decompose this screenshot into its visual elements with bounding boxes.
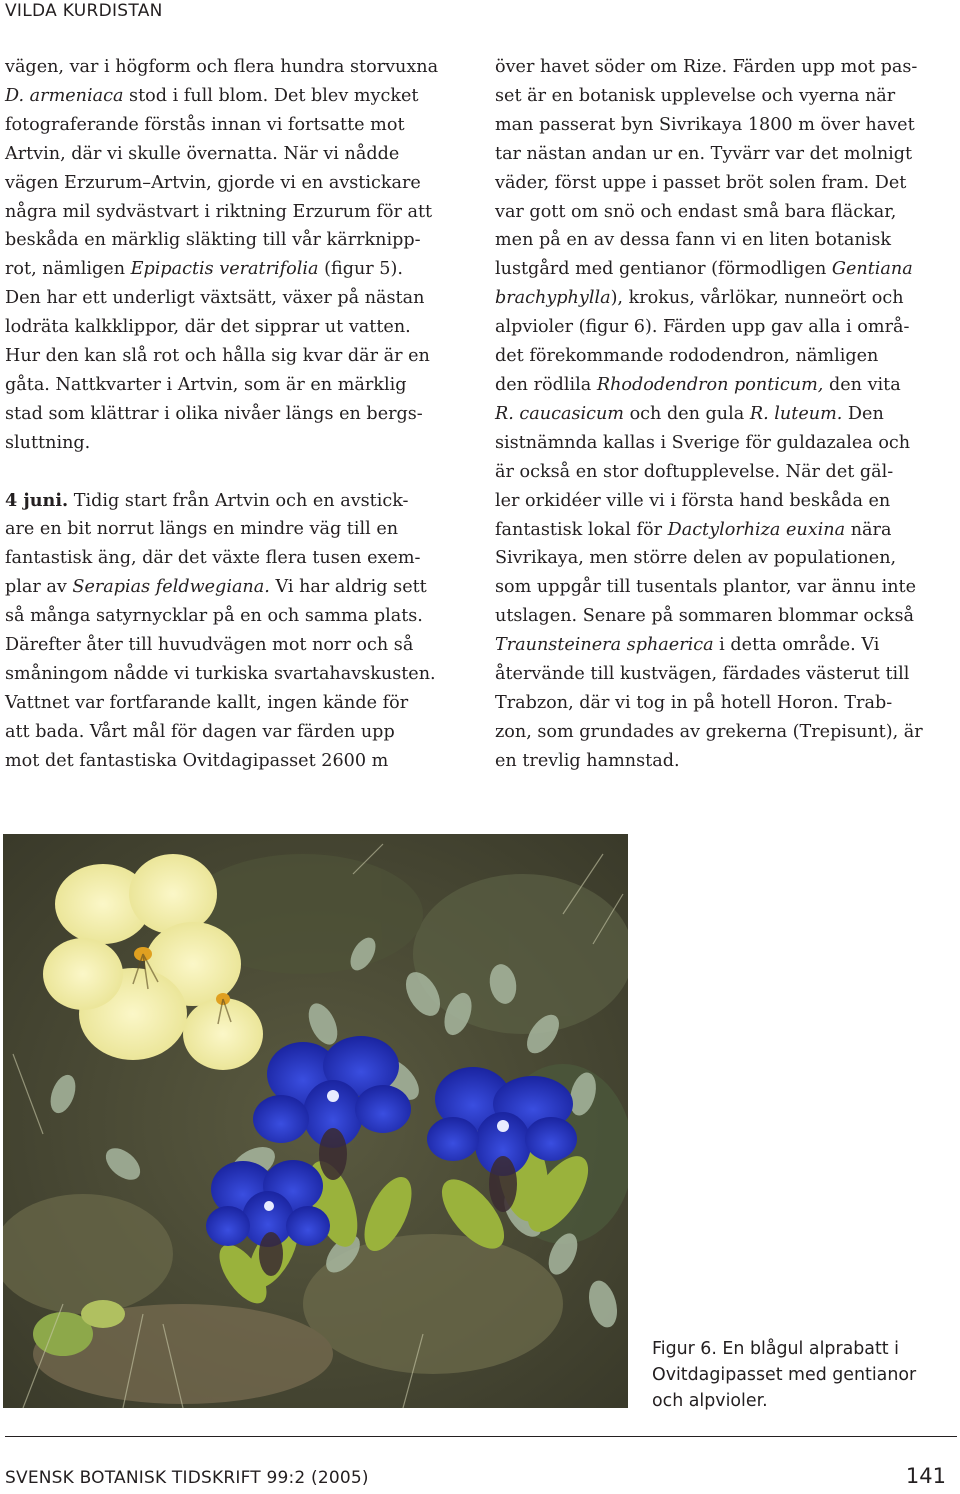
text-line: över havet söder om Rize. Färden upp mot pas- <box>495 57 918 77</box>
text-line: brachyphylla), krokus, vårlökar, nunneört och <box>495 288 904 309</box>
text-line: stad som klättrar i olika nivåer längs en bergs- <box>5 403 423 424</box>
text-line: några mil sydvästvart i riktning Erzurum för att <box>5 201 433 222</box>
text-line: Artvin, där vi skulle övernatta. När vi nådde <box>5 143 400 164</box>
paragraph-2 <box>5 487 475 776</box>
text-line: sluttning. <box>5 432 91 453</box>
text-line: rot, nämligen Epipactis veratrifolia (figur 5). <box>5 259 403 280</box>
date-heading: 4 juni. <box>5 489 69 511</box>
text-line: man passerat byn Sivrikaya 1800 m över havet <box>495 114 915 135</box>
text-line: lustgård med gentianor (förmodligen Gentiana <box>495 259 913 280</box>
text-line: tar nästan andan ur en. Tyvärr var det molnigt <box>495 143 913 164</box>
species-name: R. caucasicum <box>495 403 624 424</box>
running-head: VILDA KURDISTAN <box>5 1 163 21</box>
text-line: set är en botanisk upplevelse och vyerna när <box>495 85 896 106</box>
text-line: lodräta kalkklippor, där det sipprar ut vatten. <box>5 317 411 338</box>
text-line: vägen Erzurum–Artvin, gjorde vi en avstickare <box>5 172 421 193</box>
page-number: 141 <box>905 1464 946 1488</box>
text-line: att bada. Vårt mål för dagen var färden upp <box>5 721 395 742</box>
text-line: men på en av dessa fann vi en liten botanisk <box>495 230 892 251</box>
text-line: väder, först uppe i passet bröt solen fram. Det <box>495 172 907 193</box>
paragraph-1 <box>5 53 475 458</box>
caption-line: Ovitdagipasset med gentianor <box>652 1365 917 1386</box>
text-line: är också en stor doftupplevelse. När det gäl- <box>495 461 894 482</box>
text-line: fantastisk lokal för Dactylorhiza euxina nära <box>495 519 892 540</box>
species-name: Serapias feldwegiana. <box>72 577 270 598</box>
left-column <box>5 53 475 776</box>
text-line: så många satyrnycklar på en och samma plats. <box>5 606 423 627</box>
journal-footer: SVENSK BOTANISK TIDSKRIFT 99:2 (2005) <box>5 1468 369 1488</box>
text-line: Vattnet var fortfarande kallt, ingen kände för <box>5 692 409 713</box>
species-name: Dactylorhiza euxina <box>667 519 846 540</box>
flower-photo-illustration <box>3 834 628 1408</box>
text-line: Sivrikaya, men större delen av populationen, <box>495 548 897 569</box>
text-line: det förekommande rododendron, nämligen <box>495 346 879 367</box>
text-line: vägen, var i högform och flera hundra storvuxna <box>5 57 439 77</box>
species-name: Epipactis veratrifolia <box>130 259 319 280</box>
caption-line: Figur 6. En blågul alprabatt i <box>652 1339 899 1359</box>
text-line: D. armeniaca stod i full blom. Det blev mycket <box>5 85 419 106</box>
text-line: Trabzon, där vi tog in på hotell Horon. Trab- <box>495 692 893 713</box>
text-line: 4 juni. Tidig start från Artvin och en avstick- <box>5 489 409 511</box>
footer-rule <box>5 1436 957 1437</box>
text-line: den rödlila Rhododendron ponticum, den vita <box>495 374 901 395</box>
caption-line: och alpvioler. <box>652 1391 768 1412</box>
species-name: brachyphylla <box>495 288 611 309</box>
text-line: beskåda en märklig släkting till vår kärrknipp- <box>5 230 421 251</box>
text-line: återvände till kustvägen, färdades västerut till <box>495 664 910 685</box>
text-line: sistnämnda kallas i Sverige för guldazalea och <box>495 432 911 453</box>
text-line: ler orkidéer ville vi i första hand beskåda en <box>495 490 891 511</box>
text-line: are en bit norrut längs en mindre väg till en <box>5 519 399 540</box>
text-line: alpvioler (figur 6). Färden upp gav alla i områ- <box>495 317 910 338</box>
text-line: R. caucasicum och den gula R. luteum. Den <box>495 403 884 424</box>
figure-caption <box>652 1336 952 1415</box>
text-line: plar av Serapias feldwegiana. Vi har aldrig sett <box>5 577 427 598</box>
text-line: fotograferande förstås innan vi fortsatte mot <box>5 114 405 135</box>
text-line: Därefter åter till huvudvägen mot norr och så <box>5 635 414 656</box>
text-line: Den har ett underligt växtsätt, växer på nästan <box>5 288 425 309</box>
text-line: zon, som grundades av grekerna (Trepisunt), är <box>495 721 923 742</box>
text-line: en trevlig hamnstad. <box>495 750 680 771</box>
text-line: gåta. Nattkvarter i Artvin, som är en märklig <box>5 374 407 395</box>
text-line: var gott om snö och endast små bara fläckar, <box>495 201 897 222</box>
text-line: småningom nådde vi turkiska svartahavskusten. <box>5 664 436 685</box>
right-column <box>495 53 955 776</box>
text-line: Hur den kan slå rot och hålla sig kvar där är en <box>5 346 430 367</box>
species-name: D. armeniaca <box>5 85 124 106</box>
species-name: Traunsteinera sphaerica <box>495 635 714 656</box>
text-line: som uppgår till tusentals plantor, var ännu inte <box>495 577 917 598</box>
species-name: Rhododendron ponticum, <box>596 374 824 395</box>
text-line: utslagen. Senare på sommaren blommar också <box>495 606 914 627</box>
text-line: Traunsteinera sphaerica i detta område. Vi <box>495 635 880 656</box>
text-line: fantastisk äng, där det växte flera tusen exem- <box>5 548 421 569</box>
species-name: Gentiana <box>831 259 913 280</box>
species-name: R. luteum. <box>749 403 843 424</box>
figure-photo <box>3 834 628 1408</box>
text-line: mot det fantastiska Ovitdagipasset 2600 m <box>5 750 389 771</box>
